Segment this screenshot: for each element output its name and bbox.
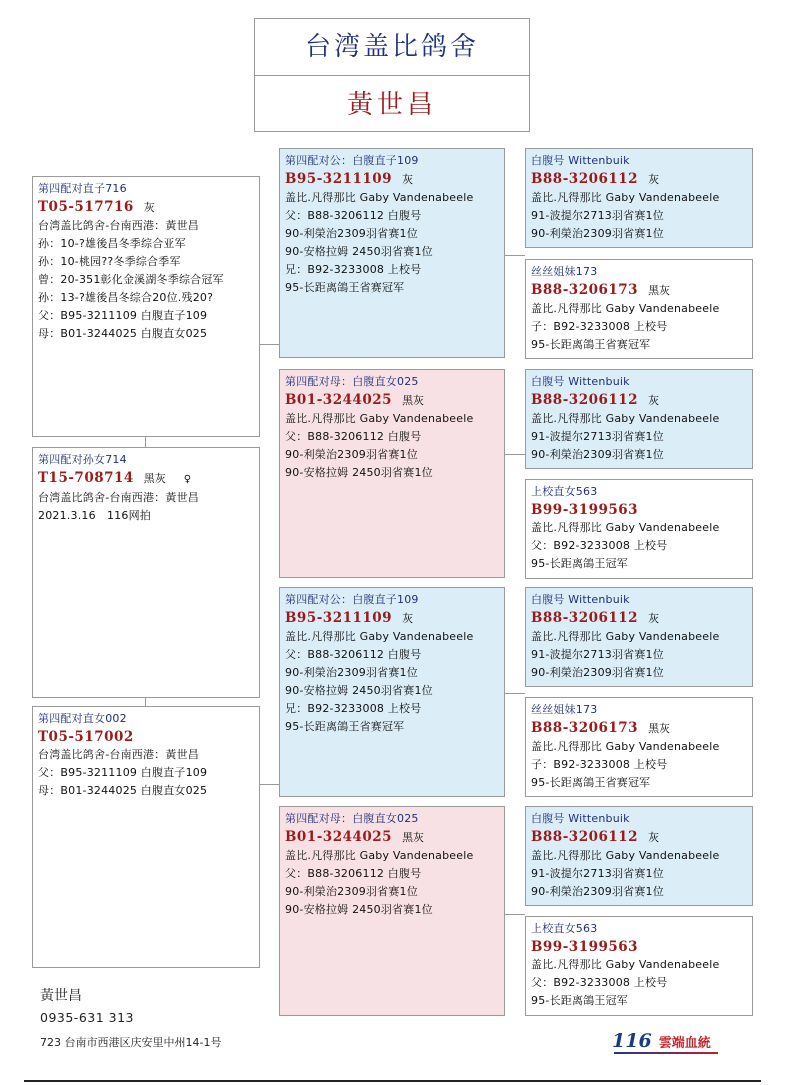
info-line: 父：B92-3233008 上校号 [531,976,668,989]
granddam-card[interactable] [525,259,753,359]
connector [505,255,525,256]
info-line: 孙：10-?雄後昌冬季综合亚军 [38,237,186,250]
logo-text: 雲端血統 [658,1036,711,1051]
card-title: 上校直女563 [531,485,598,498]
info-line: 孙：13-?雄後昌冬综合20位.残20? [38,291,214,304]
ring-number: B99-3199563 [531,939,639,955]
footer-address: 723 台南市西港区庆安里中州14-1号 [40,1036,222,1049]
info-line: 90-利榮治2309羽省赛1位 [285,666,418,679]
dam-card[interactable] [279,806,505,1016]
info-line: 父：B88-3206112 白腹号 [285,867,422,880]
owner-name: 黃世昌 [346,90,437,120]
info-line: 95-长距离鴿王省赛冠军 [285,281,405,294]
logo-underline [614,1052,718,1054]
info-line: 父：B88-3206112 白腹号 [285,648,422,661]
info-line: 90-利榮治2309羽省赛1位 [531,885,664,898]
pigeon-color: 黑灰 [648,722,671,735]
ring-number: B88-3206112 灰 [531,392,660,408]
info-line: 盖比.凡得那比 Gaby Vandenabeele [285,191,474,204]
pigeon-color: 灰 [143,201,155,214]
pigeon-color: 灰 [648,612,660,625]
granddam-card[interactable] [525,916,753,1016]
connector [259,344,279,345]
connector [505,454,525,455]
info-line: 兄：B92-3233008 上校号 [285,263,422,276]
sire-card[interactable] [279,587,505,797]
ring-number: B01-3244025 黑灰 [285,829,425,845]
info-line: 90-安格拉姆 2450羽省赛1位 [285,245,433,258]
info-line: 盖比.凡得那比 Gaby Vandenabeele [285,412,474,425]
info-line: 台湾盖比鸽舍-台南西港：黃世昌 [38,748,199,761]
info-line: 90-安格拉姆 2450羽省赛1位 [285,466,433,479]
bottom-rule [24,1080,761,1082]
info-line: 兄：B92-3233008 上校号 [285,702,422,715]
ring-number: B95-3211109 灰 [285,171,414,187]
info-line: 父：B88-3206112 白腹号 [285,209,422,222]
info-line: 90-利榮治2309羽省赛1位 [285,227,418,240]
info-line: 母：B01-3244025 白腹直女025 [38,784,208,797]
pigeon-color: 黑灰 [402,831,425,844]
info-line: 曾：20-351彰化金溪湖冬季综合冠军 [38,273,224,286]
info-line: 95-长距离鴿王冠军 [531,994,628,1007]
card-title: 第四配对母：白腹直女025 [285,812,419,825]
pigeon-color: 黑灰 [648,284,671,297]
card-title: 第四配对直子716 [38,182,127,195]
granddam-card[interactable] [525,479,753,579]
info-line: 盖比.凡得那比 Gaby Vandenabeele [531,521,720,534]
info-line: 父：B92-3233008 上校号 [531,539,668,552]
pigeon-color: 灰 [402,173,414,186]
card-title: 第四配对公：白腹直子109 [285,154,419,167]
card-title: 白腹号 Wittenbuik [531,154,630,167]
connector [259,784,279,785]
info-line: 盖比.凡得那比 Gaby Vandenabeele [531,630,720,643]
sibling-card-714[interactable] [32,447,260,698]
card-title: 丝丝姐妹173 [531,703,598,716]
ring-number: T05-517002 [38,729,134,745]
info-line: 91-波提尔2713羽省赛1位 [531,867,664,880]
info-line: 父：B95-3211109 白腹直子109 [38,766,208,779]
card-title: 白腹号 Wittenbuik [531,812,630,825]
info-line: 盖比.凡得那比 Gaby Vandenabeele [531,302,720,315]
info-line: 父：B88-3206112 白腹号 [285,430,422,443]
info-line: 盖比.凡得那比 Gaby Vandenabeele [531,412,720,425]
female-symbol-icon: ♀ [183,474,192,485]
sibling-card-002[interactable] [32,706,260,968]
info-line: 91-波提尔2713羽省赛1位 [531,430,664,443]
info-line: 父：B95-3211109 白腹直子109 [38,309,208,322]
card-title: 白腹号 Wittenbuik [531,375,630,388]
card-title: 上校直女563 [531,922,598,935]
ring-number: T05-517716 灰 [38,199,155,215]
info-line: 盖比.凡得那比 Gaby Vandenabeele [531,849,720,862]
pigeon-color: 灰 [648,831,660,844]
info-line: 孙：10-桃园??冬季综合季军 [38,255,181,268]
loft-name: 台湾盖比鸽舍 [255,19,529,76]
ring-number: B01-3244025 黑灰 [285,392,425,408]
info-line: 95-长距离鴿王省赛冠军 [531,776,651,789]
ring-number: B88-3206173 黑灰 [531,720,671,736]
pigeon-color: 灰 [402,612,414,625]
ring-number: B88-3206112 灰 [531,171,660,187]
pigeon-color: 黑灰 [143,472,166,485]
title-box [254,18,530,132]
ring-number: B88-3206173 黑灰 [531,282,671,298]
connector [505,914,525,915]
info-line: 90-安格拉姆 2450羽省赛1位 [285,684,433,697]
card-title: 第四配对公：白腹直子109 [285,593,419,606]
connector [145,437,146,447]
info-line: 90-利榮治2309羽省赛1位 [531,448,664,461]
card-title: 白腹号 Wittenbuik [531,593,630,606]
granddam-card[interactable] [525,697,753,797]
grandsire-card[interactable] [525,369,753,469]
card-title: 第四配对母：白腹直女025 [285,375,419,388]
pigeon-color: 灰 [648,394,660,407]
logo-number: 116 [612,1030,652,1052]
ring-number: B95-3211109 灰 [285,610,414,626]
ring-number: B88-3206112 灰 [531,829,660,845]
info-line: 台湾盖比鸽舍-台南西港：黃世昌 [38,491,199,504]
info-line: 子：B92-3233008 上校号 [531,758,668,771]
cloud-pedigree-logo [612,1030,722,1056]
ring-number: B99-3199563 [531,502,639,518]
info-line: 90-利榮治2309羽省赛1位 [285,885,418,898]
ring-number: B88-3206112 灰 [531,610,660,626]
info-line: 90-利榮治2309羽省赛1位 [531,227,664,240]
info-line: 95-长距离鴿王冠军 [531,557,628,570]
info-line: 90-利榮治2309羽省赛1位 [285,448,418,461]
info-line: 91-波提尔2713羽省赛1位 [531,648,664,661]
info-line: 91-波提尔2713羽省赛1位 [531,209,664,222]
sire-card[interactable] [279,148,505,358]
info-line: 90-安格拉姆 2450羽省赛1位 [285,903,433,916]
grandsire-card[interactable] [525,148,753,248]
grandsire-card[interactable] [525,587,753,687]
info-line: 盖比.凡得那比 Gaby Vandenabeele [531,958,720,971]
card-title: 丝丝姐妹173 [531,265,598,278]
info-line: 2021.3.16 116网拍 [38,509,151,522]
footer-name: 黃世昌 [40,988,82,1004]
connector [145,698,146,706]
subject-card[interactable] [32,176,260,437]
info-line: 90-利榮治2309羽省赛1位 [531,666,664,679]
info-line: 母：B01-3244025 白腹直女025 [38,327,208,340]
footer-phone: 0935-631 313 [40,1010,135,1025]
card-title: 第四配对孙女714 [38,453,127,466]
info-line: 盖比.凡得那比 Gaby Vandenabeele [285,630,474,643]
info-line: 盖比.凡得那比 Gaby Vandenabeele [531,740,720,753]
grandsire-card[interactable] [525,806,753,906]
info-line: 盖比.凡得那比 Gaby Vandenabeele [285,849,474,862]
pigeon-color: 黑灰 [402,394,425,407]
info-line: 盖比.凡得那比 Gaby Vandenabeele [531,191,720,204]
ring-number: T15-708714 黑灰 ♀ [38,470,192,486]
info-line: 台湾盖比鸽舍-台南西港：黃世昌 [38,219,199,232]
info-line: 子：B92-3233008 上校号 [531,320,668,333]
card-title: 第四配对直女002 [38,712,127,725]
pigeon-color: 灰 [648,173,660,186]
dam-card[interactable] [279,369,505,578]
connector [505,693,525,694]
info-line: 95-长距离鴿王省赛冠军 [531,338,651,351]
info-line: 95-长距离鴿王省赛冠军 [285,720,405,733]
